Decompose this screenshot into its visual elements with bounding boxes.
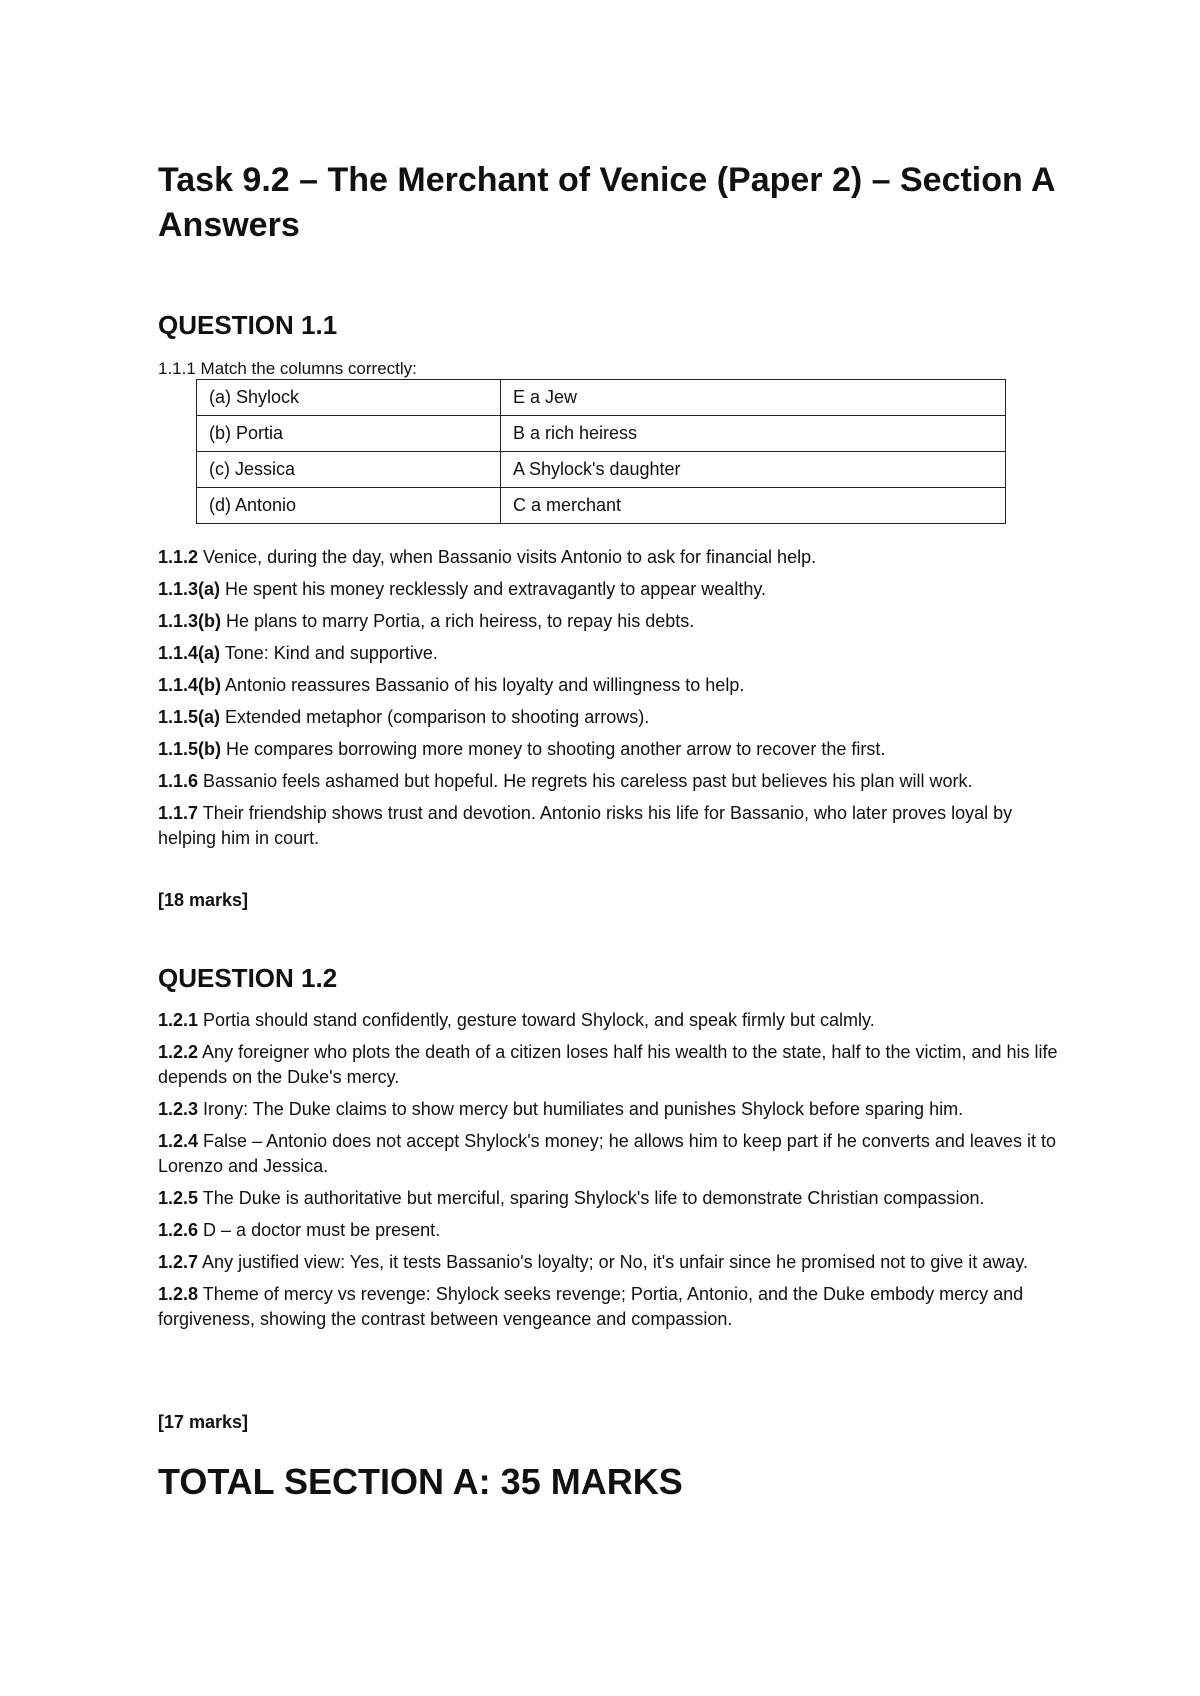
answer-item	[158, 1218, 1058, 1243]
answer-item	[158, 1129, 1058, 1179]
table-cell: E a Jew	[501, 380, 1006, 416]
answer-number: 1.1.6	[158, 771, 199, 791]
question-1-1-answers	[158, 545, 1058, 858]
table-cell: B a rich heiress	[501, 416, 1006, 452]
answer-item	[158, 1008, 1058, 1033]
question-1-1-heading: QUESTION 1.1	[158, 310, 338, 340]
answer-number: 1.2.2	[158, 1042, 199, 1062]
answer-text: Theme of mercy vs revenge: Shylock seeks revenge; Portia, Antonio, and the Duke embody mercy and forgiveness, showing the contrast between vengeance and compassion.	[158, 1284, 1024, 1329]
table-cell: (b) Portia	[197, 416, 501, 452]
answer-item	[158, 577, 1058, 602]
answer-item	[158, 769, 1058, 794]
answer-text: Venice, during the day, when Bassanio visits Antonio to ask for financial help.	[198, 547, 817, 567]
answer-text: Bassanio feels ashamed but hopeful. He regrets his careless past but believes his plan will work.	[198, 771, 973, 791]
answer-text: Portia should stand confidently, gesture toward Shylock, and speak firmly but calmly.	[198, 1010, 875, 1030]
table-row	[197, 416, 1006, 452]
table-cell: (c) Jessica	[197, 452, 501, 488]
answer-item	[158, 705, 1058, 730]
answer-number: 1.2.4	[158, 1131, 199, 1151]
question-1-2-marks: [17 marks]	[158, 1412, 249, 1432]
table-row	[197, 380, 1006, 416]
answer-number: 1.1.4(a)	[158, 643, 221, 663]
answer-number: 1.2.8	[158, 1284, 199, 1304]
table-cell: C a merchant	[501, 488, 1006, 524]
answer-text: Any justified view: Yes, it tests Bassanio's loyalty; or No, it's unfair since he promised not to give it away.	[198, 1252, 1028, 1272]
answer-number: 1.2.1	[158, 1010, 199, 1030]
answer-text: Their friendship shows trust and devotion. Antonio risks his life for Bassanio, who later proves loyal by helping him in court.	[158, 803, 1013, 848]
answer-text: Extended metaphor (comparison to shooting arrows).	[220, 707, 650, 727]
answer-number: 1.1.5(b)	[158, 739, 222, 759]
answer-text: False – Antonio does not accept Shylock's money; he allows him to keep part if he converts and leaves it to Lorenzo and Jessica.	[158, 1131, 1056, 1176]
total-section-a: TOTAL SECTION A: 35 MARKS	[158, 1461, 683, 1502]
answer-item	[158, 1282, 1058, 1332]
question-1-1-1-instruction: 1.1.1 Match the columns correctly:	[158, 359, 417, 378]
answer-item	[158, 545, 1058, 570]
answer-number: 1.2.7	[158, 1252, 199, 1272]
answer-number: 1.1.3(b)	[158, 611, 222, 631]
answer-item	[158, 1250, 1058, 1275]
answer-text: He plans to marry Portia, a rich heiress, to repay his debts.	[221, 611, 695, 631]
table-row	[197, 488, 1006, 524]
answer-item	[158, 737, 1058, 762]
question-1-1-marks: [18 marks]	[158, 890, 249, 910]
match-columns-table	[196, 379, 1006, 524]
answer-text: Any foreigner who plots the death of a citizen loses half his wealth to the state, half to the victim, and his life depends on the Duke's mercy.	[158, 1042, 1058, 1087]
page-title: Task 9.2 – The Merchant of Venice (Paper 2) – Section A Answers	[158, 161, 1055, 244]
answer-text: He compares borrowing more money to shooting another arrow to recover the first.	[221, 739, 886, 759]
table-row	[197, 452, 1006, 488]
answer-number: 1.2.6	[158, 1220, 199, 1240]
answer-item	[158, 1040, 1058, 1090]
answer-item	[158, 673, 1058, 698]
answer-number: 1.1.3(a)	[158, 579, 221, 599]
answer-number: 1.1.2	[158, 547, 199, 567]
answer-item	[158, 641, 1058, 666]
answer-number: 1.1.4(b)	[158, 675, 222, 695]
answer-text: The Duke is authoritative but merciful, sparing Shylock's life to demonstrate Christian compassion.	[198, 1188, 985, 1208]
answer-text: He spent his money recklessly and extravagantly to appear wealthy.	[220, 579, 766, 599]
answer-text: Tone: Kind and supportive.	[220, 643, 438, 663]
answer-number: 1.2.3	[158, 1099, 199, 1119]
question-1-2-heading: QUESTION 1.2	[158, 963, 338, 993]
answer-item	[158, 1097, 1058, 1122]
answer-text: Irony: The Duke claims to show mercy but humiliates and punishes Shylock before sparing him.	[198, 1099, 964, 1119]
answer-number: 1.1.5(a)	[158, 707, 221, 727]
table-cell: (a) Shylock	[197, 380, 501, 416]
answer-number: 1.2.5	[158, 1188, 199, 1208]
answer-item	[158, 609, 1058, 634]
answer-text: Antonio reassures Bassanio of his loyalty and willingness to help.	[221, 675, 745, 695]
question-1-2-answers	[158, 1008, 1058, 1339]
answer-item	[158, 1186, 1058, 1211]
answer-number: 1.1.7	[158, 803, 199, 823]
table-cell: (d) Antonio	[197, 488, 501, 524]
answer-text: D – a doctor must be present.	[198, 1220, 441, 1240]
table-cell: A Shylock's daughter	[501, 452, 1006, 488]
answer-item	[158, 801, 1058, 851]
